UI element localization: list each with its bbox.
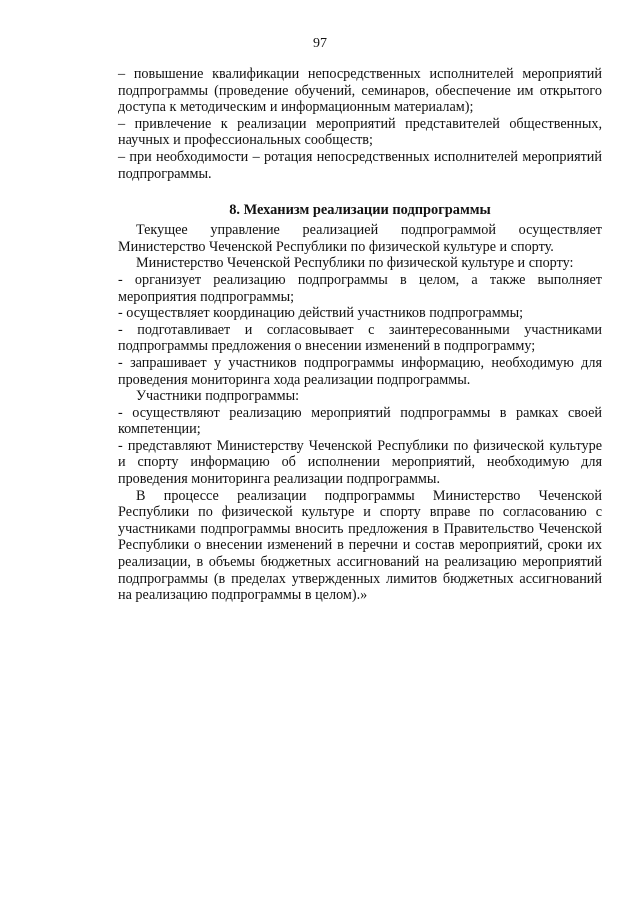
section-heading: 8. Механизм реализации подпрограммы	[229, 202, 491, 219]
participant-duty-report: - представляют Министерству Чеченской Республики по физической культуре и спорту информацию об исполнении мероприятий, необходимую для проведения мониторинга реализации подпрограммы.	[118, 437, 602, 488]
list-item-qualification: – повышение квалификации непосредственных исполнителей мероприятий подпрограммы (проведение обучений, семинаров, обеспечение им открытого доступа к методическим и информационным материалам);	[118, 66, 602, 116]
paragraph-participants-intro: Участники подпрограммы:	[136, 388, 300, 405]
paragraph-ministry-intro: Министерство Чеченской Республики по физической культуре и спорту:	[136, 255, 574, 272]
list-item-rotation: – при необходимости – ротация непосредственных исполнителей мероприятий подпрограммы.	[118, 148, 602, 182]
page-content	[118, 66, 602, 604]
participant-duty-implement: - осуществляют реализацию мероприятий подпрограммы в рамках своей компетенции;	[118, 404, 602, 438]
list-item-involvement: – привлечение к реализации мероприятий представителей общественных, научных и профессиональных сообществ;	[118, 115, 602, 149]
ministry-duty-request: - запрашивает у участников подпрограммы информацию, необходимую для проведения мониторинга хода реализации подпрограммы.	[118, 354, 602, 388]
paragraph-amendments: В процессе реализации подпрограммы Министерство Чеченской Республики по физической культуре и спорту вправе по согласованию с участниками подпрограммы вносить предложения в Правительство Чеченской Республики о внесении изменений в перечни и состав мероприятий, сроки их реализации, в объемы бюджетных ассигнований на реализацию мероприятий подпрограммы (в пределах утвержденных лимитов бюджетных ассигнований на реализацию подпрограммы в целом).»	[118, 487, 602, 604]
ministry-duty-organize: - организует реализацию подпрограммы в целом, а также выполняет мероприятия подпрограммы;	[118, 271, 602, 305]
ministry-duty-prepare: - подготавливает и согласовывает с заинтересованными участниками подпрограммы предложения о внесении изменений в подпрограмму;	[118, 321, 602, 355]
page-number: 97	[313, 36, 327, 51]
ministry-duty-coordinate: - осуществляет координацию действий участников подпрограммы;	[118, 305, 524, 322]
paragraph-management: Текущее управление реализацией подпрограммой осуществляет Министерство Чеченской Республики по физической культуре и спорту.	[118, 222, 602, 255]
